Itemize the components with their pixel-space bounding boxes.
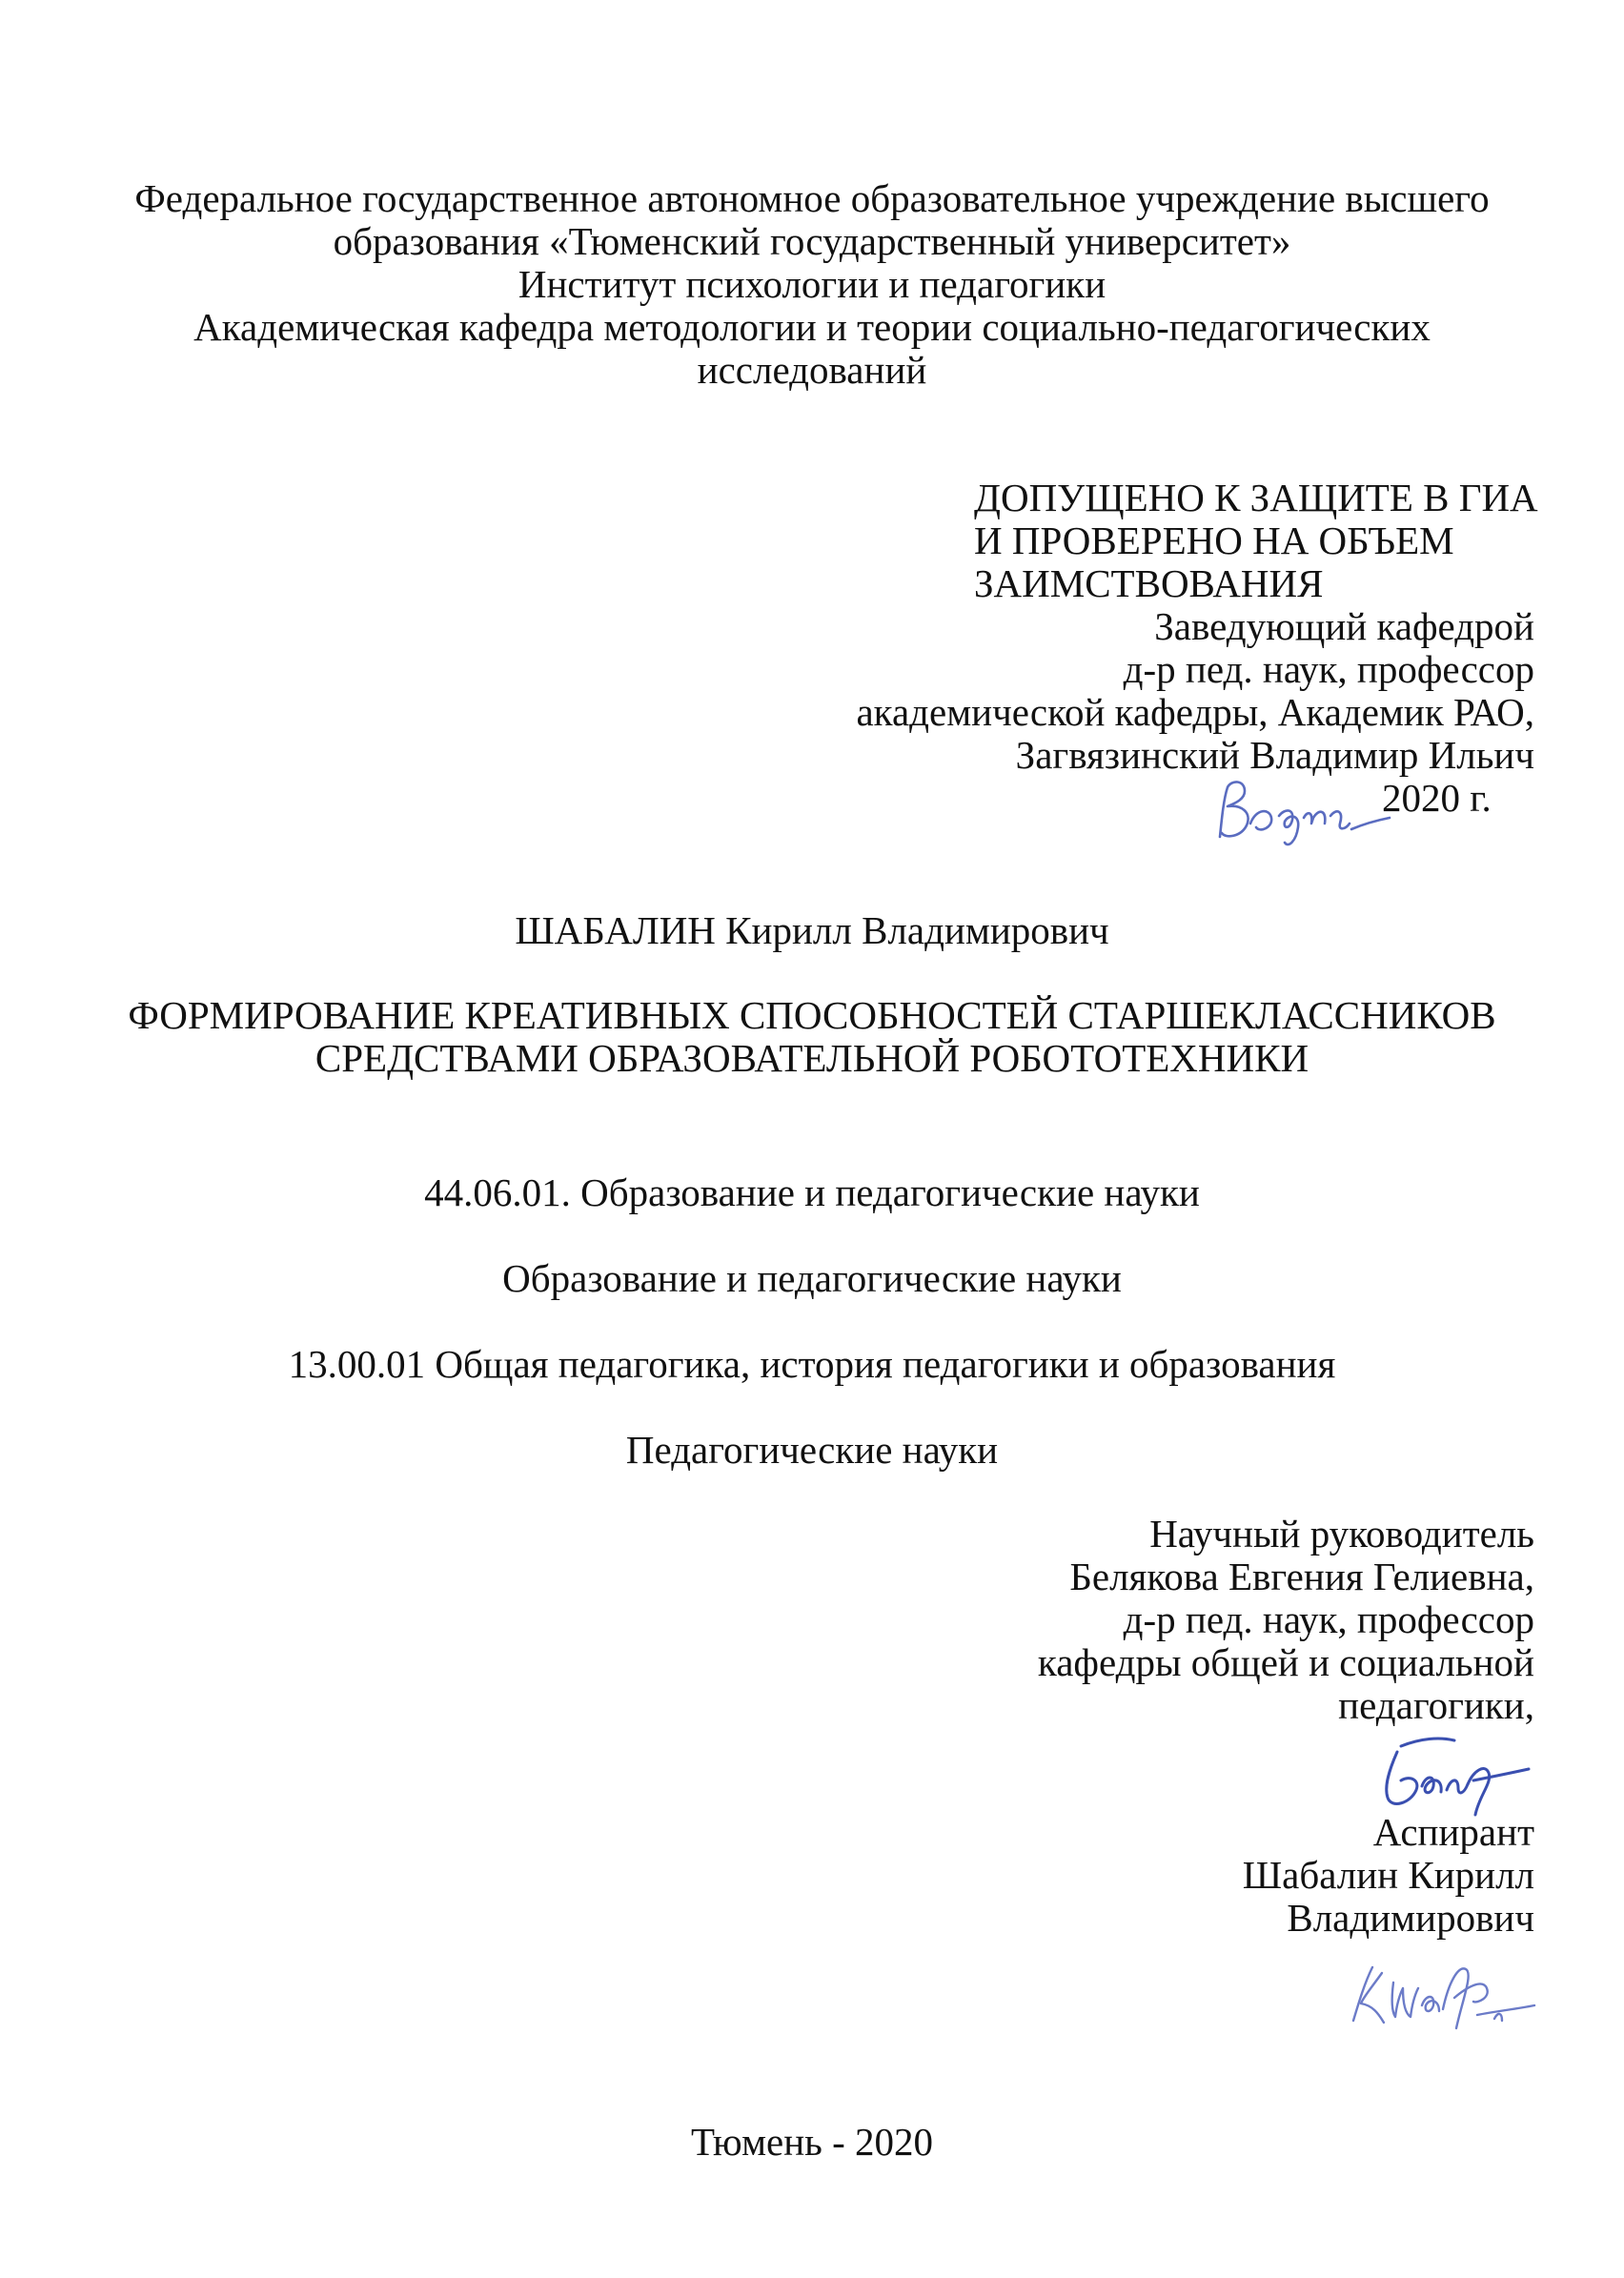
head-position: академической кафедры, Академик РАО, — [856, 690, 1534, 734]
supervisor-signature — [1363, 1727, 1534, 1822]
student-role: Аспирант — [1372, 1810, 1534, 1854]
approval-line-2: И ПРОВЕРЕНО НА ОБЪЕМ — [974, 519, 1454, 562]
supervisor-degree: д-р пед. наук, профессор — [1123, 1597, 1534, 1641]
head-name: Загвязинский Владимир Ильич — [1015, 733, 1534, 777]
student-signature — [1334, 1944, 1544, 2040]
handwritten-date-mark — [1212, 770, 1393, 856]
science-field: Педагогические науки — [625, 1428, 999, 1472]
department-line-2: исследований — [697, 348, 927, 392]
specialty-code: 13.00.01 Общая педагогика, история педагогики и образования — [288, 1342, 1336, 1386]
student-name-line-2: Владимирович — [1287, 1896, 1534, 1940]
author-name: ШАБАЛИН Кирилл Владимирович — [515, 908, 1109, 952]
head-role: Заведующий кафедрой — [1154, 604, 1534, 648]
institute-name: Институт психологии и педагогики — [518, 262, 1106, 306]
supervisor-position-line-1: кафедры общей и социальной — [1037, 1640, 1534, 1684]
student-name-line-1: Шабалин Кирилл — [1242, 1853, 1534, 1897]
approval-line-3: ЗАИМСТВОВАНИЯ — [974, 561, 1324, 605]
approval-line-1: ДОПУЩЕНО К ЗАЩИТЕ В ГИА — [974, 476, 1538, 519]
head-degree: д-р пед. наук, профессор — [1123, 647, 1534, 691]
thesis-title-line-1: ФОРМИРОВАНИЕ КРЕАТИВНЫХ СПОСОБНОСТЕЙ СТАРШЕКЛАССНИКОВ — [128, 993, 1496, 1037]
supervisor-role: Научный руководитель — [1149, 1512, 1534, 1556]
supervisor-name: Белякова Евгения Гелиевна, — [1069, 1555, 1534, 1598]
supervisor-position-line-2: педагогики, — [1338, 1683, 1534, 1727]
direction-name: Образование и педагогические науки — [502, 1256, 1122, 1300]
institution-line-2: образования «Тюменский государственный университет» — [333, 219, 1291, 263]
thesis-title-line-2: СРЕДСТВАМИ ОБРАЗОВАТЕЛЬНОЙ РОБОТОТЕХНИКИ — [315, 1036, 1309, 1080]
approval-year: 2020 г. — [1382, 776, 1492, 820]
institution-line-1: Федеральное государственное автономное образовательное учреждение высшего — [134, 176, 1490, 220]
department-line-1: Академическая кафедра методологии и теории социально-педагогических — [193, 305, 1431, 349]
direction-code: 44.06.01. Образование и педагогические науки — [424, 1170, 1200, 1214]
city-year: Тюмень - 2020 — [690, 2120, 934, 2164]
